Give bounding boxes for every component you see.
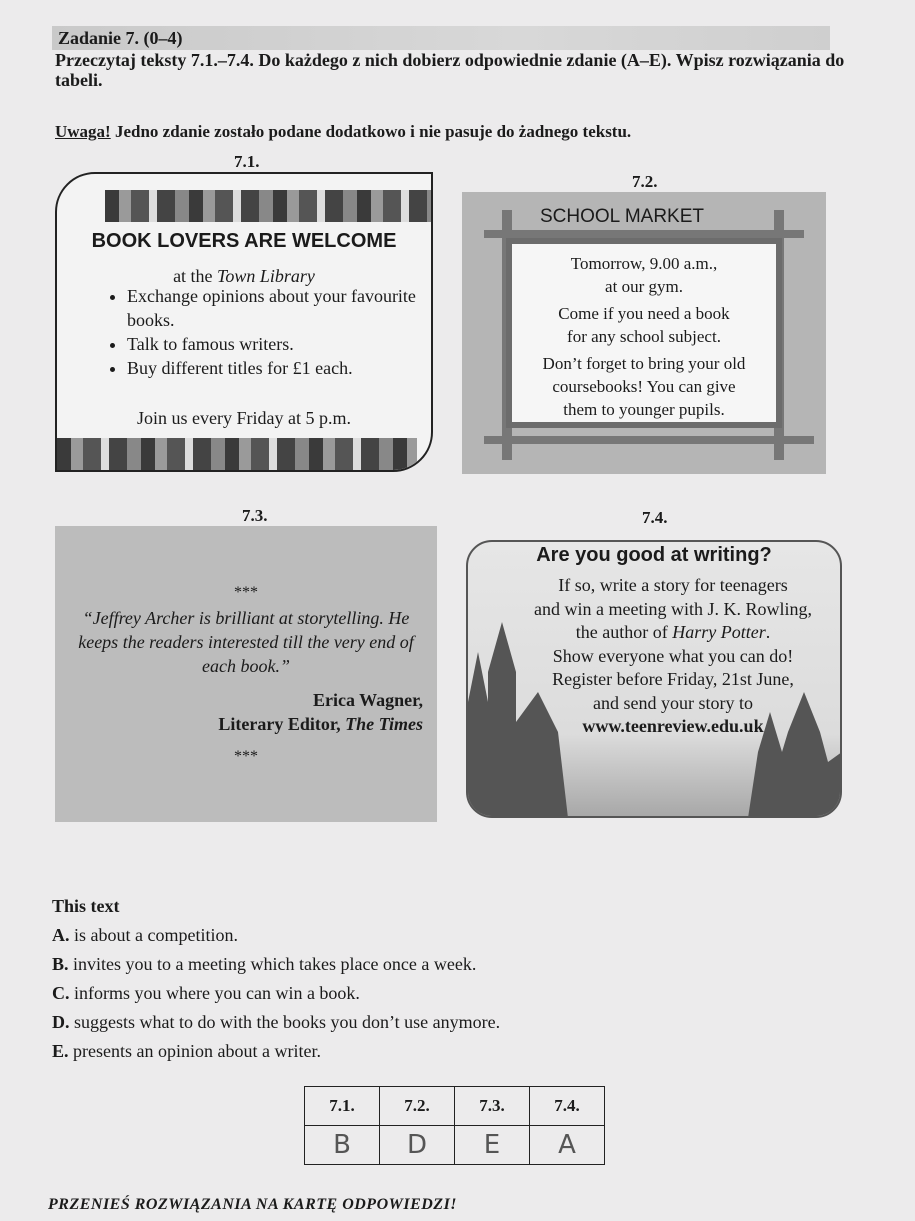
task-title: Zadanie 7. (0–4) [52, 26, 830, 50]
text74-headline: Are you good at writing? [536, 544, 772, 566]
list-item: • Buy different titles for £1 each. [127, 356, 427, 380]
subtitle-place: Town Library [217, 266, 315, 286]
text72-line: Tomorrow, 9.00 a.m., [570, 254, 718, 273]
text71-join: Join us every Friday at 5 p.m. [137, 408, 351, 428]
answer-cell[interactable]: B [305, 1126, 380, 1165]
footer-note: PRZENIEŚ ROZWIĄZANIA NA KARTĘ ODPOWIEDZI! [48, 1196, 458, 1213]
text74-line: If so, write a story for teenagers [558, 575, 788, 595]
author-name: Erica Wagner, [312, 690, 423, 710]
text72-banner: SCHOOL MARKET [540, 206, 704, 227]
text73-number: 7.3. [242, 506, 268, 525]
text71-bullets [79, 284, 427, 380]
option-c [52, 979, 500, 1008]
note [55, 122, 845, 142]
bookshelf-bottom-image [57, 438, 417, 470]
text71-number: 7.1. [234, 152, 260, 171]
text72-card [462, 192, 826, 474]
table-header: 7.4. [530, 1087, 605, 1126]
pencil-top-image [484, 230, 804, 238]
pencil-bottom-image [484, 436, 814, 444]
option-letter: B. [52, 954, 69, 974]
text72-line: for any school subject. [567, 327, 721, 346]
text72-line: Don’t forget to bring your old [542, 354, 746, 373]
option-e [52, 1037, 500, 1066]
options-list [52, 892, 500, 1066]
author-role [218, 712, 423, 736]
line3-book: Harry Potter [672, 622, 766, 642]
list-item: • Talk to famous writers. [127, 332, 427, 356]
text72-line: them to younger pupils. [563, 400, 725, 419]
text71-title: BOOK LOVERS ARE WELCOME [91, 230, 397, 252]
option-letter: C. [52, 983, 70, 1003]
text72-line: at our gym. [605, 277, 683, 296]
answer-cell[interactable]: D [380, 1126, 455, 1165]
text74-card [466, 540, 842, 818]
option-text: suggests what to do with the books you don’t use anymore. [69, 1012, 501, 1032]
answer-cell[interactable]: A [530, 1126, 605, 1165]
text74-number: 7.4. [642, 508, 668, 527]
text72-board [506, 238, 782, 428]
line3-suffix: . [765, 622, 771, 642]
option-text: informs you where you can win a book. [69, 983, 360, 1003]
answer-cell[interactable]: E [455, 1126, 530, 1165]
text72-line: coursebooks! You can give [552, 377, 736, 396]
bookshelf-top-image [105, 190, 433, 222]
text74-line [508, 621, 838, 645]
text72-number: 7.2. [632, 172, 658, 191]
text74-line: Register before Friday, 21st June, [552, 669, 794, 689]
option-letter: A. [52, 925, 70, 945]
table-header: 7.2. [380, 1087, 455, 1126]
option-letter: E. [52, 1041, 69, 1061]
list-item: • Exchange opinions about your favourite books. [127, 284, 427, 332]
option-a [52, 921, 500, 950]
table-header: 7.1. [305, 1087, 380, 1126]
text74-line: and win a meeting with J. K. Rowling, [534, 598, 812, 619]
options-lead: This text [52, 896, 120, 916]
option-text: presents an opinion about a writer. [68, 1041, 321, 1061]
option-text: is about a competition. [69, 925, 238, 945]
text73-author [218, 688, 423, 736]
option-letter: D. [52, 1012, 70, 1032]
instruction: Przeczytaj teksty 7.1.–7.4. Do każdego z nich dobierz odpowiednie zdanie (A–E). Wpisz rozwiązania do tabeli. [55, 50, 845, 90]
note-text: Jedno zdanie zostało podane dodatkowo i nie pasuje do żadnego tekstu. [110, 122, 632, 141]
role-paper: The Times [345, 714, 423, 734]
line3-prefix: the author of [575, 622, 673, 642]
text73-quote: “Jeffrey Archer is brilliant at storytelling. He keeps the readers interested till the very end of each book.” [78, 608, 414, 676]
option-d [52, 1008, 500, 1037]
role-prefix: Literary Editor, [218, 714, 346, 734]
text74-line: and send your story to [593, 692, 753, 713]
table-header: 7.3. [455, 1087, 530, 1126]
text73-card [55, 526, 437, 822]
subtitle-prefix: at the [173, 266, 218, 286]
text74-body [508, 574, 838, 739]
text74-line: Show everyone what you can do! [552, 645, 794, 666]
note-label: Uwaga! [55, 122, 111, 141]
answer-table [304, 1086, 605, 1165]
option-b [52, 950, 500, 979]
option-text: invites you to a meeting which takes place once a week. [68, 954, 477, 974]
text74-url: www.teenreview.edu.uk [582, 716, 764, 736]
text72-line: Come if you need a book [558, 304, 730, 323]
stars-top: *** [234, 584, 258, 601]
stars-bottom: *** [234, 748, 258, 765]
text71-card [55, 172, 433, 472]
